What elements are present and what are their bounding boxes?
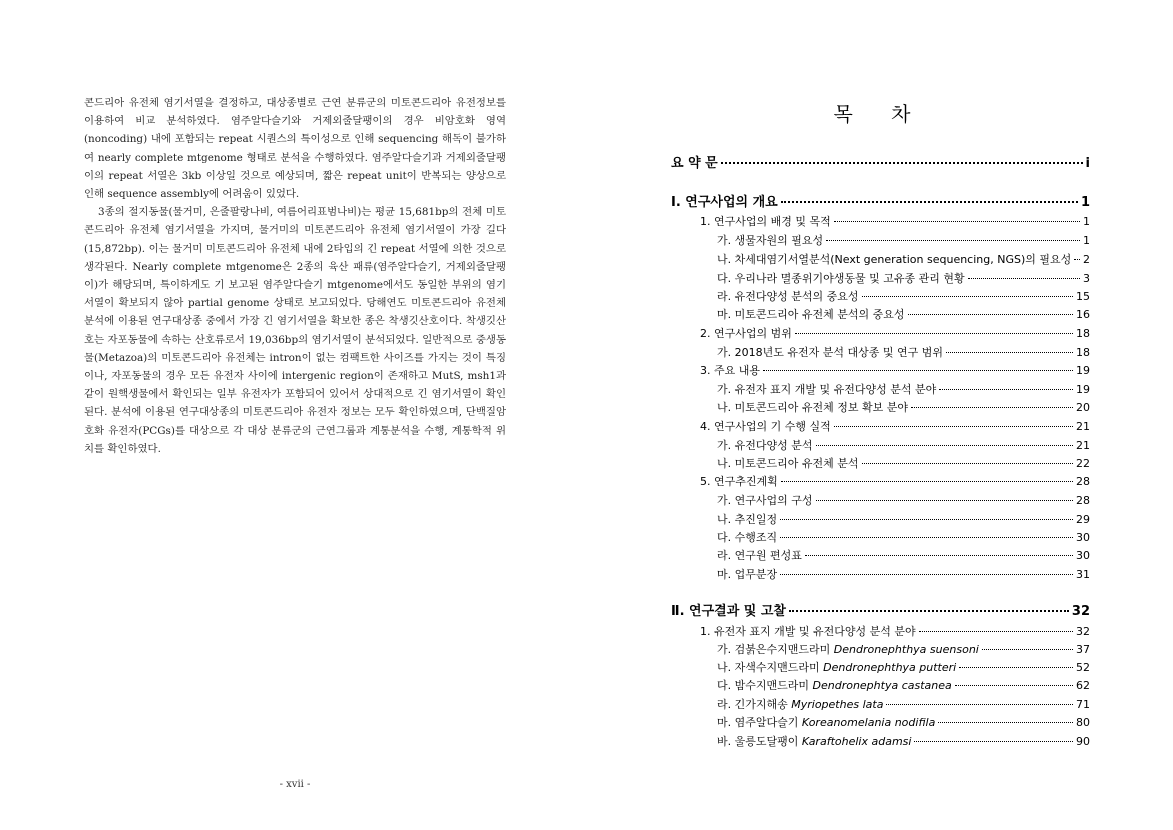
toc-entry-page: 15 bbox=[1076, 290, 1090, 303]
dot-leader bbox=[862, 295, 1074, 297]
toc-entry-page: 19 bbox=[1076, 364, 1090, 377]
body-paragraph-1: 콘드리아 유전체 염기서열을 결정하고, 대상종별로 근연 분류군의 미토콘드리아 유전정보를 이용하여 비교 분석하였다. 염주알다슬기와 거제외줄달팽이의 경우 비암호화 영역(noncoding) 내에 포함되는 repeat 시퀀스의 특이성으로 인해 sequencing 해독이 불가하여 nearly complete mtgenome 형태로 분석을 수행하였다. 염주알다슬기과 거제외줄달팽이의 repeat 서열은 3kb 이상일 것으로 예상되며, 짧은 repeat unit이 반복되는 양상으로 인해 sequence assembly에 어려움이 있었다. bbox=[84, 97, 506, 201]
dot-leader bbox=[946, 351, 1073, 353]
toc-entry-page: 1 bbox=[1083, 215, 1090, 228]
toc-entry-text: 2. 연구사업의 범위 bbox=[700, 327, 792, 340]
toc-entry-text: 1. 연구사업의 배경 및 목적 bbox=[700, 215, 831, 228]
left-page-body bbox=[84, 94, 506, 458]
dot-leader bbox=[982, 648, 1073, 650]
toc-entry-page: 80 bbox=[1076, 716, 1090, 729]
toc-entry[interactable] bbox=[700, 418, 1090, 434]
dot-leader bbox=[780, 573, 1073, 575]
toc-entry-text: 가. 2018년도 유전자 분석 대상종 및 연구 범위 bbox=[717, 346, 943, 359]
body-paragraph-2: 3종의 절지동물(물거미, 은줄팔랑나비, 여름어리표범나비)는 평균 15,681bp의 전체 미토콘드리아 유전체 염기서열을 가지며, 물거미의 미토콘드리아 유전체 염기서열이 가장 길다(15,872bp). 이는 물거미 미토콘드리아 유전체 내에 2타입의 긴 repeat 서열에 의한 것으로 생각된다. Nearly complete mtgenome은 2종의 육산 패류(염주알다슬기, 거제외줄달팽이)가 해당되며, 특이하게도 기 보고된 염주알다슬기 mtgenome에서도 동일한 부위의 염기서열이 확보되지 않아 partial genome 상태로 보고되었다. 당해연도 미토콘드리아 유전체 분석에 이용된 연구대상종 중에서 가장 긴 염기서열을 확보한 종은 착생깃산호이다. 착생깃산호는 자포동물에 속하는 산호류로서 19,036bp의 염기서열이 분석되었다. 일반적으로 중생동물(Metazoa)의 미토콘드리아 유전체는 intron이 없는 컴팩트한 사이즈를 가지는 것이 특징이나, 자포동물의 경우 모든 유전자 사이에 intergenic region이 존재하고 MutS, msh1과 같이 원핵생물에서 확인되는 일부 유전자가 포함되어 있어서 상대적으로 긴 염기서열이 확인된다. 분석에 이용된 연구대상종의 미토콘드리아 유전자 정보는 모두 확인하였으며, 단백질암호화 유전자(PCGs)를 대상으로 각 대상 분류군의 근연그룹과 계통분석을 수행, 계통학적 위치를 확인하였다. bbox=[84, 206, 506, 455]
dot-leader bbox=[886, 703, 1073, 705]
toc-entry[interactable] bbox=[717, 696, 1090, 712]
dot-leader bbox=[781, 480, 1073, 482]
dot-leader bbox=[781, 200, 1078, 203]
toc-entry-page: 30 bbox=[1076, 549, 1090, 562]
toc-entry[interactable] bbox=[717, 232, 1090, 248]
toc-entry[interactable] bbox=[717, 344, 1090, 360]
toc-entry-page: 30 bbox=[1076, 531, 1090, 544]
dot-leader bbox=[919, 630, 1073, 632]
toc-entry-text: 나. 미토콘드리아 유전체 정보 확보 분야 bbox=[717, 401, 908, 414]
dot-leader bbox=[789, 609, 1069, 612]
toc-entry[interactable] bbox=[700, 362, 1090, 378]
dot-leader bbox=[721, 161, 1083, 164]
toc-entry[interactable] bbox=[700, 473, 1090, 489]
toc-entry-text: 요 약 문 bbox=[671, 156, 718, 171]
dot-leader bbox=[959, 666, 1073, 668]
toc-entry-text: 라. 연구원 편성표 bbox=[717, 549, 802, 562]
dot-leader bbox=[826, 239, 1080, 241]
dot-leader bbox=[816, 444, 1074, 446]
toc-entry[interactable] bbox=[717, 659, 1090, 675]
toc-entry[interactable] bbox=[700, 325, 1090, 341]
toc-entry-page: 19 bbox=[1076, 383, 1090, 396]
toc-entry-text: 나. 자색수지맨드라미 bbox=[717, 661, 824, 674]
toc-entry-text: 다. 밤수지맨드라미 bbox=[717, 679, 813, 692]
toc-entry-page: 28 bbox=[1076, 475, 1090, 488]
toc-entry-text: 가. 유전다양성 분석 bbox=[717, 439, 813, 452]
toc-entry-text: 라. 긴가지해송 bbox=[717, 698, 792, 711]
toc-entry-text: 마. 염주알다슬기 bbox=[717, 716, 802, 729]
toc-entry-page: 18 bbox=[1076, 346, 1090, 359]
toc-entry[interactable] bbox=[671, 191, 1090, 210]
toc-entry-page: i bbox=[1085, 156, 1090, 171]
dot-leader bbox=[834, 425, 1073, 427]
dot-leader bbox=[911, 406, 1073, 408]
toc-entry[interactable] bbox=[717, 288, 1090, 304]
dot-leader bbox=[780, 518, 1073, 520]
dot-leader bbox=[968, 277, 1080, 279]
toc-title: 목 차 bbox=[833, 102, 927, 126]
toc-entry-text: Ⅱ. 연구결과 및 고찰 bbox=[671, 604, 786, 619]
dot-leader bbox=[834, 220, 1080, 222]
toc-entry-text: 나. 미토콘드리아 유전체 분석 bbox=[717, 457, 859, 470]
dot-leader bbox=[1074, 258, 1080, 260]
toc-entry-scientific-name: Karaftohelix adamsi bbox=[801, 735, 912, 748]
toc-entry-page: 37 bbox=[1076, 643, 1090, 656]
dot-leader bbox=[795, 332, 1073, 334]
dot-leader bbox=[816, 499, 1074, 501]
page-number: - xvii - bbox=[279, 779, 311, 790]
toc-entry[interactable] bbox=[717, 511, 1090, 527]
toc-entry-page: 1 bbox=[1083, 234, 1090, 247]
toc-entry-text: 마. 업무분장 bbox=[717, 568, 778, 581]
toc-entry[interactable] bbox=[717, 399, 1090, 415]
toc-entry-text: 가. 생물자원의 필요성 bbox=[717, 234, 824, 247]
toc-entry-page: 18 bbox=[1076, 327, 1090, 340]
toc-entry-page: 21 bbox=[1076, 420, 1090, 433]
toc-entry-page: 29 bbox=[1076, 513, 1090, 526]
toc-entry[interactable] bbox=[717, 306, 1090, 322]
toc-entry-text: 가. 유전자 표지 개발 및 유전다양성 분석 분야 bbox=[717, 383, 937, 396]
toc-entry-page: 21 bbox=[1076, 439, 1090, 452]
toc-entry[interactable] bbox=[717, 270, 1090, 286]
toc-entry-page: 32 bbox=[1076, 625, 1090, 638]
toc-entry-page: 31 bbox=[1076, 568, 1090, 581]
toc-entry[interactable] bbox=[717, 381, 1090, 397]
toc-entry[interactable] bbox=[717, 455, 1090, 471]
toc-entry-text: 1. 유전자 표지 개발 및 유전다양성 분석 분야 bbox=[700, 625, 916, 638]
toc-entry-page: 28 bbox=[1076, 494, 1090, 507]
toc-entry-text: Ⅰ. 연구사업의 개요 bbox=[671, 195, 778, 210]
toc-entry[interactable] bbox=[700, 213, 1090, 229]
dot-leader bbox=[780, 536, 1073, 538]
toc-entry-page: 62 bbox=[1076, 679, 1090, 692]
toc-entry-scientific-name: Dendronephthya suensoni bbox=[833, 643, 979, 656]
toc-entry-text: 나. 차세대염기서열분석(Next generation sequencing, NGS)의 필요성 bbox=[717, 253, 1072, 266]
toc-entry[interactable] bbox=[717, 547, 1090, 563]
toc-entry-text: 4. 연구사업의 기 수행 실적 bbox=[700, 420, 831, 433]
toc-entry[interactable] bbox=[671, 600, 1090, 619]
toc-entry-page: 20 bbox=[1076, 401, 1090, 414]
toc-entry-page: 52 bbox=[1076, 661, 1090, 674]
toc-entry-text: 5. 연구추진계획 bbox=[700, 475, 778, 488]
toc-entry-scientific-name: Koreanomelania nodifila bbox=[801, 716, 936, 729]
toc-entry-page: 71 bbox=[1076, 698, 1090, 711]
dot-leader bbox=[939, 388, 1073, 390]
toc-entry-text: 다. 수행조직 bbox=[717, 531, 778, 544]
toc-entry[interactable] bbox=[717, 641, 1090, 657]
toc-entry[interactable] bbox=[717, 733, 1090, 749]
toc-entry-text: 가. 연구사업의 구성 bbox=[717, 494, 813, 507]
dot-leader bbox=[914, 740, 1073, 742]
toc-entry-page: 32 bbox=[1071, 604, 1090, 619]
toc-entry[interactable] bbox=[717, 251, 1090, 267]
toc-entry[interactable] bbox=[717, 437, 1090, 453]
toc-entry[interactable] bbox=[717, 529, 1090, 545]
toc-entry[interactable] bbox=[717, 492, 1090, 508]
toc-entry[interactable] bbox=[700, 623, 1090, 639]
toc-entry-text: 나. 추진일정 bbox=[717, 513, 778, 526]
dot-leader bbox=[805, 554, 1073, 556]
toc-entry-page: 1 bbox=[1080, 195, 1090, 210]
toc-entry-text: 라. 유전다양성 분석의 중요성 bbox=[717, 290, 859, 303]
toc-entry-text: 다. 우리나라 멸종위기야생동물 및 고유종 관리 현황 bbox=[717, 272, 965, 285]
toc-entry-page: 16 bbox=[1076, 308, 1090, 321]
toc-entry[interactable] bbox=[717, 677, 1090, 693]
toc-entry-text: 마. 미토콘드리아 유전체 분석의 중요성 bbox=[717, 308, 905, 321]
toc-entry-scientific-name: Dendronephthya putteri bbox=[823, 661, 957, 674]
dot-leader bbox=[908, 313, 1074, 315]
dot-leader bbox=[955, 684, 1073, 686]
dot-leader bbox=[862, 462, 1074, 464]
toc-entry[interactable] bbox=[671, 152, 1090, 171]
dot-leader bbox=[938, 721, 1073, 723]
toc-entry-text: 3. 주요 내용 bbox=[700, 364, 760, 377]
toc-entry-page: 2 bbox=[1083, 253, 1090, 266]
toc-entry[interactable] bbox=[717, 714, 1090, 730]
toc-entry-text: 바. 울릉도달팽이 bbox=[717, 735, 802, 748]
toc-entry-page: 90 bbox=[1076, 735, 1090, 748]
toc-entry-scientific-name: Myriopethes lata bbox=[791, 698, 884, 711]
toc-entry-page: 3 bbox=[1083, 272, 1090, 285]
toc-entry-text: 가. 검붉은수지맨드라미 bbox=[717, 643, 834, 656]
toc-entry-page: 22 bbox=[1076, 457, 1090, 470]
toc-entry-scientific-name: Dendronephtya castanea bbox=[812, 679, 952, 692]
dot-leader bbox=[763, 369, 1073, 371]
toc-entry[interactable] bbox=[717, 566, 1090, 582]
